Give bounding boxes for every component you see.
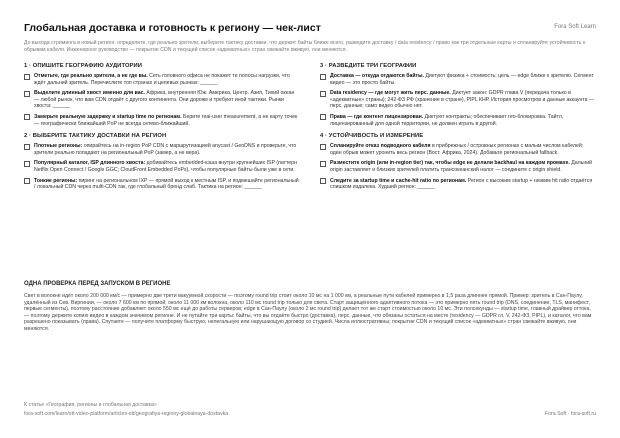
item-bold: Тонкие регионы: <box>34 177 78 184</box>
checklist-item <box>320 143 596 156</box>
item-bold: Разместите origin (или in-region tier) так, чтобы edge не делали backhaul на каждом промахе. <box>330 160 570 167</box>
intro-text: До выхода стриминга в новый регион: определите, где реально зрители, выберите тактику доставки, что держит байты ближе всего, разведите доставку / data residency / право как три отдельные карты и спланируйте устойчивость к обрывам кабеля. Инженерное руководство — покрытие CDN и текущий список «адекватных» стран свежайте вживую, они меняются. <box>24 40 586 53</box>
checkbox[interactable] <box>320 74 326 80</box>
item-body: Берите real-user measurement, а не карту точек — географически ближайший PoP не всегда сетево-ближайший. <box>34 113 298 127</box>
checklist-page <box>24 22 596 422</box>
item-bold: Доставка — откуда отдаются байты. <box>330 73 424 79</box>
checklist-item <box>24 143 300 156</box>
section-resilience <box>320 133 596 191</box>
footer-url[interactable]: fora-soft.com/learn/ott-video-platform/articles-ott/geografiya-regiony-globalnaya-dostavka <box>24 411 229 417</box>
brand-label: Fora Soft Learn <box>554 24 596 30</box>
section-title: ОДНА ПРОВЕРКА ПЕРЕД ЗАПУСКОМ В РЕГИОНЕ <box>24 281 171 287</box>
checkbox[interactable] <box>24 74 30 80</box>
footer-article-ref: К статье «География, регионы и глобальная доставка» <box>24 402 157 408</box>
checkbox[interactable] <box>320 114 326 120</box>
checkbox[interactable] <box>320 91 326 97</box>
item-bold: Data residency — где могут жить перс. данные. <box>330 90 451 97</box>
item-body: Диктует закон: GDPR глава V (передача только в «адекватные» страны); 242-ФЗ РФ (хранение в стране), PIPL КНР. История просмотров и данные аккаунта — перс. данные; само видео обычно нет. <box>330 90 595 110</box>
section-title: 4 · УСТОЙЧИВОСТЬ И ИЗМЕРЕНИЕ <box>320 133 424 140</box>
checklist-item <box>320 160 596 173</box>
checkbox[interactable] <box>24 178 30 184</box>
item-text <box>330 160 596 173</box>
item-text <box>34 178 300 191</box>
checkbox[interactable] <box>24 91 30 97</box>
checkbox[interactable] <box>24 161 30 167</box>
item-text <box>34 90 300 110</box>
item-body: Регион с высоким startup + низким hit ratio отдаётся слишком издалека. Худший регион: ______ <box>330 177 593 191</box>
item-text <box>34 114 300 127</box>
item-text <box>34 160 300 173</box>
item-body: добивайтесь embedded-кэша внутри крупнейших ISP (паттерн Netflix Open Connect / Google GGC; CloudFront Embedded PoPs), чтобы популярные байты были уже в сети. <box>34 160 297 173</box>
section-title: 3 · РАЗВЕДИТЕ ТРИ ГЕОГРАФИИ <box>320 63 417 69</box>
checklist-item <box>320 178 596 191</box>
page-footer <box>24 402 596 422</box>
checklist-item <box>24 160 300 173</box>
item-body: пиринг на региональном IXP — прямой выход к местным ISP, и подмешайте региональный / локальный CDN через multi-CDN так, где глобальный бренд слаб. Тактика на регион: ______ <box>34 177 299 191</box>
item-bold: Плотные регионы: <box>34 143 83 150</box>
item-bold: Отметьте, где реально зрители, а не где вы. <box>34 73 148 79</box>
item-text <box>330 73 596 86</box>
item-bold: Следите за startup time и cache-hit ratio по регионам. <box>330 177 467 184</box>
item-body: в прибрежных / островных регионах с малым числом кабелей; один обрыв может уронить весь регион (Вост. Африка, 2024). Добавьте региональный fallback. <box>330 143 584 156</box>
footer-brand[interactable]: Fora Soft · fora-soft.ru <box>544 411 596 417</box>
checkbox[interactable] <box>24 144 30 150</box>
checklist-item <box>24 73 300 86</box>
right-column <box>320 63 596 197</box>
checklist-item <box>320 90 596 110</box>
section-three-geographies <box>320 63 596 127</box>
prelaunch-check-section <box>24 281 596 333</box>
item-body: Диктуют контракты; обеспечивает гео-блокировка. Тайтл, лицензированный для одной территории, не должен играть в другой. <box>330 113 564 127</box>
section-title: 1 · ОПИШИТЕ ГЕОГРАФИЮ АУДИТОРИИ <box>24 63 143 69</box>
item-body: опирайтесь на in-region PoP CDN с маршрутизацией anycast / GeoDNS и проверьте, что зрители реально попадают на региональный PoP (замер, а не вера). <box>34 143 297 156</box>
item-bold: Популярный каталог, ISP длинного хвоста: <box>34 160 146 167</box>
item-body: Сеть головного офиса не покажет те полосы нагрузки, что ждёт дальний зритель. Перечислите топ странах и целевых рынках: ______ <box>34 73 290 86</box>
checklist-item <box>24 90 300 110</box>
item-body: Дальний origin заставляет и близких зрителей платить трансокеанский налог — соедините с origin shield. <box>330 160 593 173</box>
item-body: Диктуют физика + стоимость; цель — edge ближе к зрителю. Сегмент видео — это просто байты. <box>330 73 594 86</box>
prelaunch-body: Свет в волокне идёт около 200 000 км/с — примерно две трети вакуумной скорости — поэтому round trip стоит около 10 мс на 1 000 км, а реальные пути кабелей примерно в 1,5 раза длиннее прямой. Пример: зритель в Сан-Паулу, удалённый из Сев. Виргинии, — около 7 600 км по прямой, около 11 000 км волокна, около 110 мс round trip только для света. Старт защищённого адаптивного потока — это примерно пять round trip (DNS, соединение, TLS, манифест, первые сегменты), поэтому расстояние добавляет около 550 мс ещё до работы серверов; edge в Сан-Паулу (около 2 мс round trip) делает тот же старт стоимостью около 10 мс. Эти полсекунды — startup time, главный драйвер оттока, — поэтому держите копию видео в каждом значимом регионе. И не путайте три карты: байты, что вы отдаёте быстро (доставка), перс. данные, что обязаны остаться на месте (residency — GDPR гл. V, 242-ФЗ, PIPL), и каталог, что вам разрешено показывать (права). Спутаете — получите платформу быструю, нелегальную или нарушающую договор со студией. Числа иллюстративны; покрытие CDN и текущий список «адекватных» стран свежайте вживую, они меняются. <box>24 293 592 332</box>
section-title: 2 · ВЫБЕРИТЕ ТАКТИКУ ДОСТАВКИ НА РЕГИОН <box>24 133 167 140</box>
checkbox[interactable] <box>320 161 326 167</box>
item-text <box>330 143 596 156</box>
page-title: Глобальная доставка и готовность к региону — чек-лист <box>24 22 321 34</box>
checkbox[interactable] <box>320 144 326 150</box>
checklist-item <box>24 178 300 191</box>
checkbox[interactable] <box>24 114 30 120</box>
item-text <box>330 114 596 127</box>
item-bold: Права — где контент лицензирован. <box>330 113 424 120</box>
item-text <box>34 143 300 156</box>
left-column <box>24 63 300 197</box>
section-audience-geography <box>24 63 300 127</box>
item-text <box>34 73 300 86</box>
item-body: Африка, внутренняя Юж. Америка, Центр. Азия, Тихий океан — любой рынок, что вам CDN отдаёт с другого континента. Они дороже и требуют иной тактики. Рынки хвоста: ______ <box>34 90 295 110</box>
checkbox[interactable] <box>320 178 326 184</box>
item-bold: Спланируйте отказ подводного кабеля <box>330 143 431 150</box>
item-bold: Замерьте реальную задержку и startup time по регионам. <box>34 113 182 120</box>
checklist-item <box>24 114 300 127</box>
item-bold: Выделите длинный хвост именно для вас. <box>34 90 145 97</box>
checklist-item <box>320 73 596 86</box>
checklist-item <box>320 114 596 127</box>
section-delivery-tactic <box>24 133 300 191</box>
page-header <box>24 22 596 36</box>
item-text <box>330 90 596 110</box>
item-text <box>330 178 596 191</box>
